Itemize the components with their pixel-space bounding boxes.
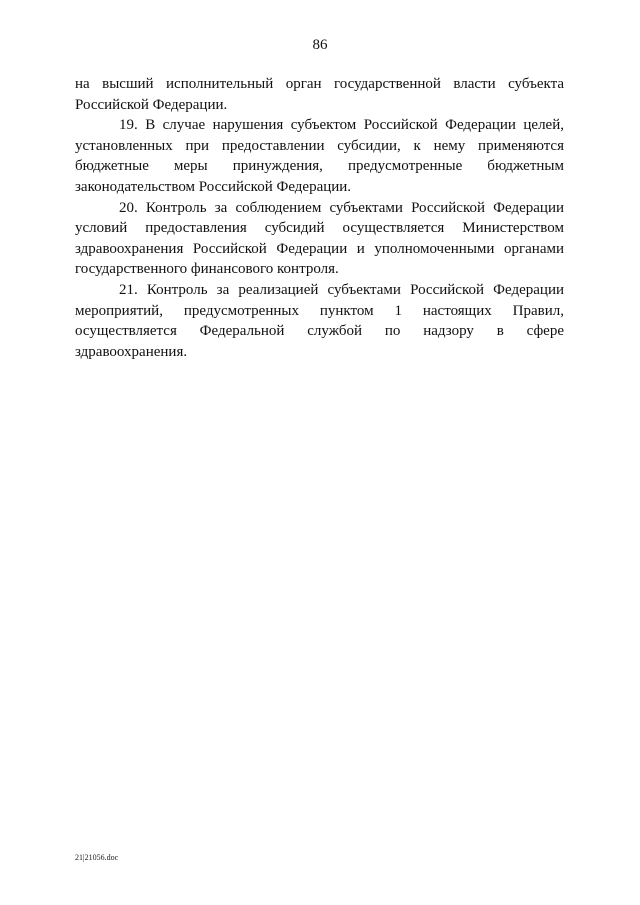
paragraph-continuation: на высший исполнительный орган государственной власти субъекта Российской Федерации. bbox=[75, 76, 564, 113]
footer-document-code: 21|21056.doc bbox=[75, 853, 119, 862]
document-body bbox=[75, 74, 564, 362]
paragraph-19: 19. В случае нарушения субъектом Российской Федерации целей, установленных при предоставлении субсидии, к нему применяются бюджетные меры принуждения, предусмотренные бюджетным законодательством Российской Федерации. bbox=[75, 117, 564, 195]
page-number: 86 bbox=[312, 37, 328, 53]
paragraph-20: 20. Контроль за соблюдением субъектами Российской Федерации условий предоставления субсидий осуществляется Министерством здравоохранения Российской Федерации и уполномоченными органами государственного финансового контроля. bbox=[75, 199, 564, 278]
paragraph-21: 21. Контроль за реализацией субъектами Российской Федерации мероприятий, предусмотренных пунктом 1 настоящих Правил, осуществляется Федеральной службой по надзору в сфере здравоохранения. bbox=[75, 281, 564, 360]
